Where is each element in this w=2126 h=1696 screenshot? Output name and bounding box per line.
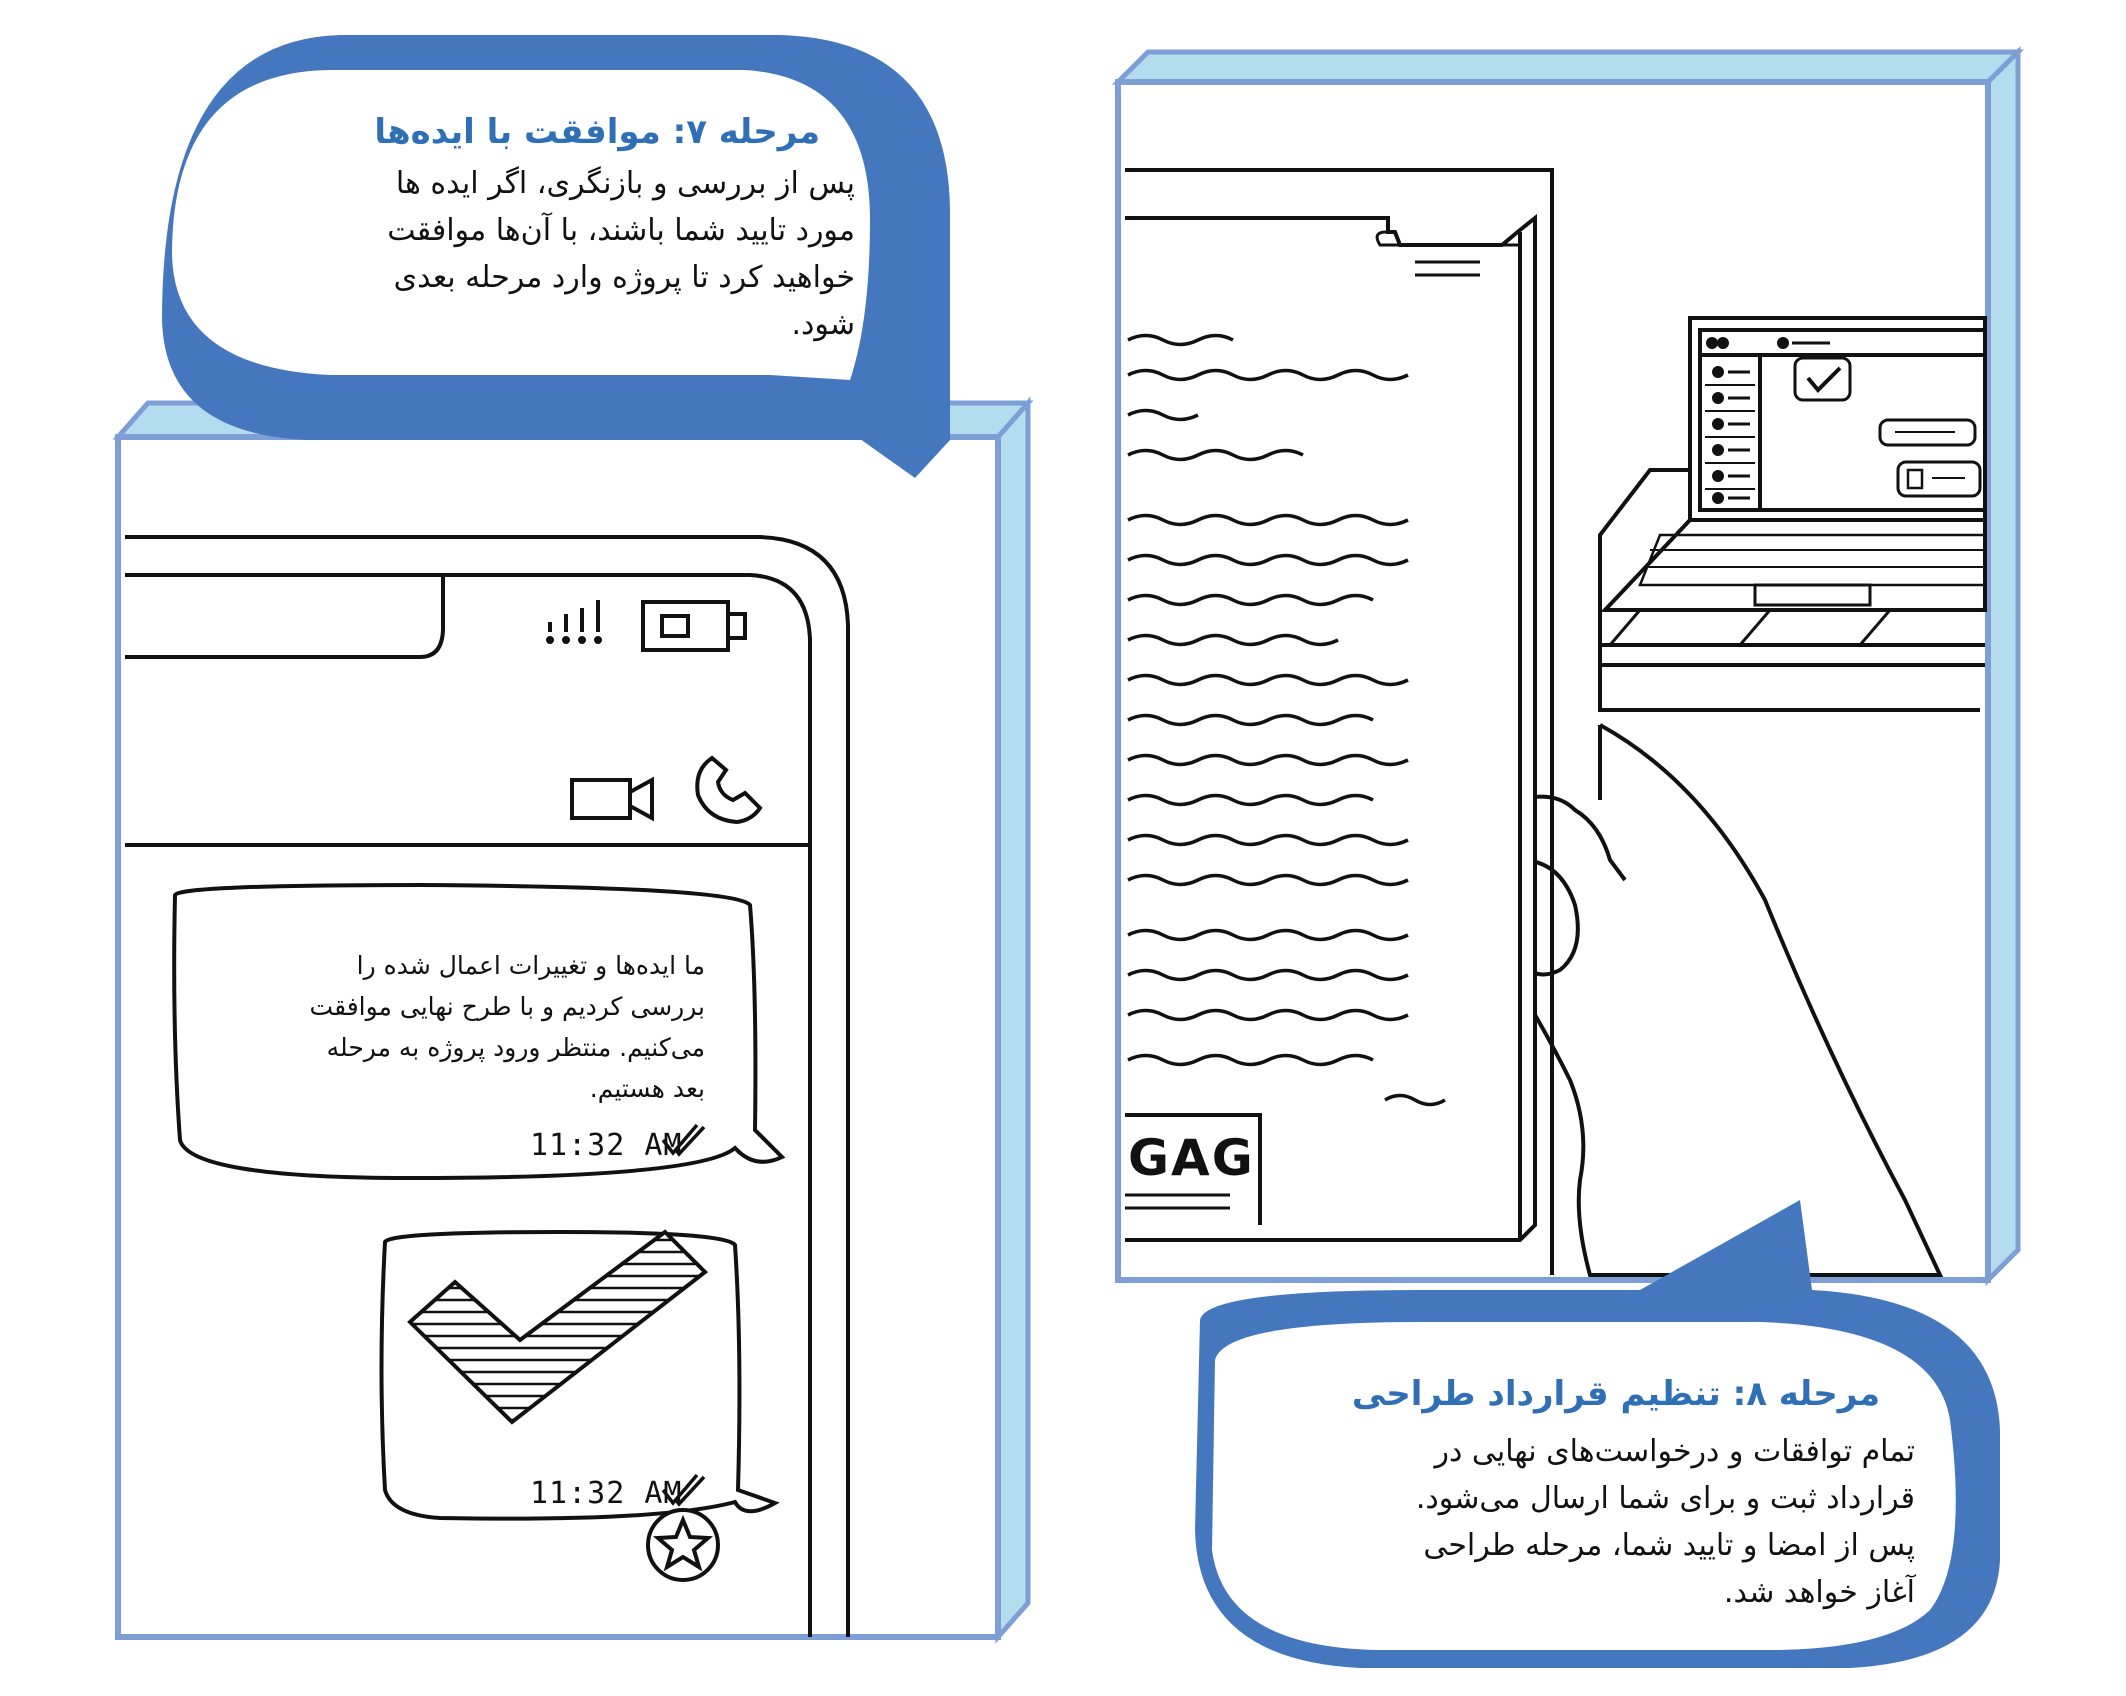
chat-message-line: بعد هستیم. (589, 1074, 705, 1103)
step8-body (1255, 1428, 1915, 1616)
step7-line: شود. (791, 307, 855, 342)
step8-line: آغاز خواهد شد. (1723, 1575, 1915, 1610)
step8-line: پس از امضا و تایید شما، مرحله طراحی (1423, 1528, 1915, 1563)
message-timestamp: 11:32 AM (530, 1128, 683, 1163)
step7-line: مورد تایید شما باشند، با آن‌ها موافقت (387, 213, 855, 248)
chat-message-line: می‌کنیم. منتظر ورود پروژه به مرحله (326, 1033, 705, 1062)
step7-title: مرحله ۷: موافقت با ایده‌ها (374, 112, 820, 152)
chat-message-text (230, 945, 705, 1109)
document-logo: GAG (1128, 1129, 1255, 1187)
step8-line: قرارداد ثبت و برای شما ارسال می‌شود. (1415, 1481, 1915, 1516)
step8-title: مرحله ۸: تنظیم قرارداد طراحی (1351, 1374, 1880, 1414)
star-icon[interactable] (648, 1510, 718, 1580)
step8-line: تمام توافقات و درخواست‌های نهایی در (1434, 1434, 1915, 1469)
approval-timestamp: 11:32 AM (530, 1476, 683, 1511)
chat-message-line: ما ایده‌ها و تغییرات اعمال شده را (356, 951, 705, 980)
document (1125, 170, 1552, 1275)
chat-message-line: بررسی کردیم و با طرح نهایی موافقت (309, 992, 705, 1021)
step7-line: پس از بررسی و بازنگری، اگر ایده ها (395, 166, 855, 201)
step7-line: خواهید کرد تا پروژه وارد مرحله بعدی (393, 260, 855, 295)
step7-body (215, 160, 855, 348)
